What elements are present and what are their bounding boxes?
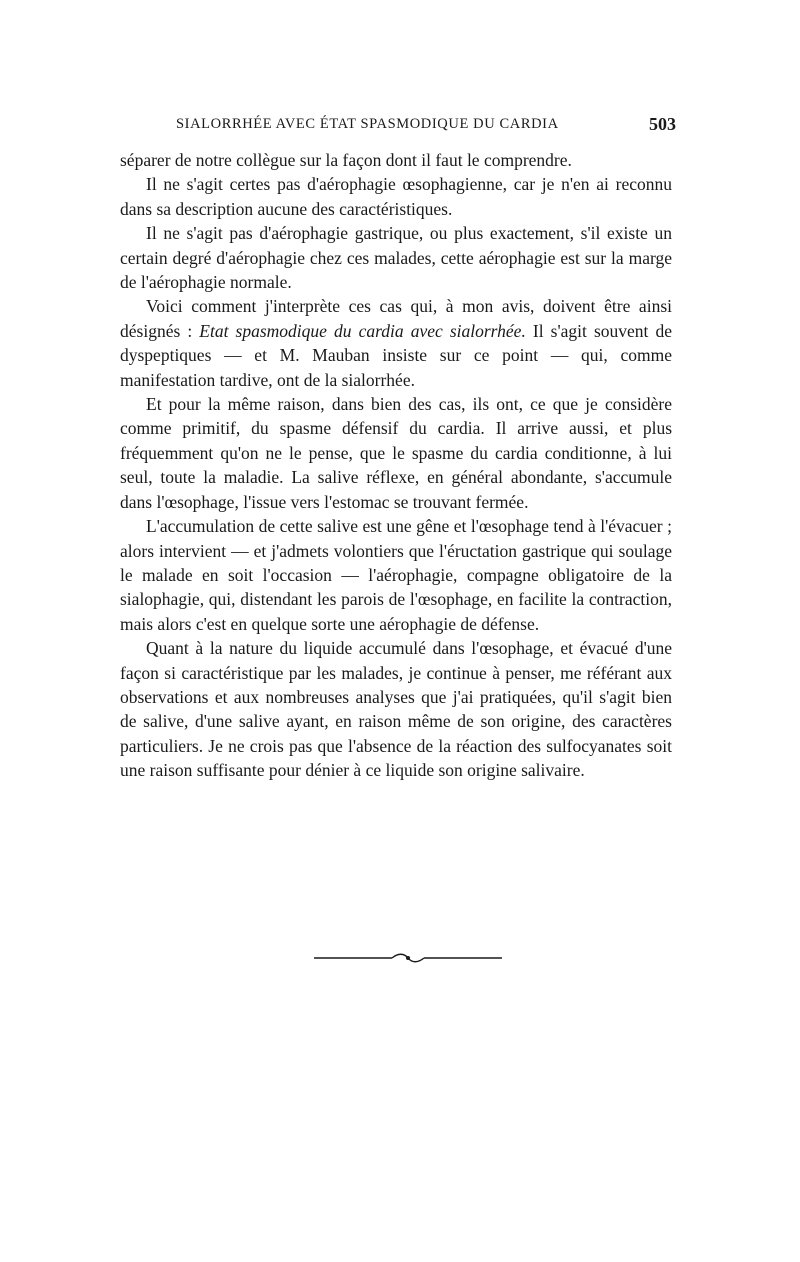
running-header — [176, 114, 676, 138]
paragraph-4-italic-title: Etat spasmodique du cardia avec sialorrhée. — [199, 320, 526, 341]
section-end-ornament — [314, 952, 502, 964]
section-end-rule-ornament-icon — [314, 952, 502, 964]
body-text — [120, 148, 672, 783]
paragraph-7: Quant à la nature du liquide accumulé dans l'œsophage, et évacué d'une façon si caractéristique par les malades, je continue à penser, me référant aux observations et aux nombreuses analyses que j'ai pratiquées, qu'il s'agit bien de salive, d'une salive ayant, en raison même de son origine, des caractères particuliers. Je ne crois pas que l'absence de la réaction des sulfocyanates soit une raison suffisante pour dénier à ce liquide son origine salivaire. — [120, 638, 672, 781]
paragraph-1: séparer de notre collègue sur la façon dont il faut le comprendre. — [120, 150, 572, 170]
paragraph-4 — [120, 294, 672, 392]
paragraph-4-text-b: Il s'agit souvent de dyspeptiques — et M. Mauban insiste sur ce point — qui, comme manifestation tardive, ont de la sialorrhée. — [120, 320, 672, 390]
paragraph-5: Et pour la même raison, dans bien des cas, ils ont, ce que je considère comme primitif, du spasme défensif du cardia. Il arrive aussi, et plus fréquemment qu'on ne le pense, que le spasme du cardia conditionne, à lui seul, toute la maladie. La salive réflexe, en général abondante, s'accumule dans l'œsophage, l'issue vers l'estomac se trouvant fermée. — [120, 394, 672, 512]
running-head-title: SIALORRHÉE AVEC ÉTAT SPASMODIQUE DU CARDIA — [176, 116, 559, 132]
paragraph-3: Il ne s'agit pas d'aérophagie gastrique, ou plus exactement, s'il existe un certain degré d'aérophagie chez ces malades, cette aérophagie est sur la marge de l'aérophagie normale. — [120, 223, 672, 293]
paragraph-6: L'accumulation de cette salive est une gêne et l'œsophage tend à l'évacuer ; alors intervient — et j'admets volontiers que l'éructation gastrique qui soulage le malade en soit l'occasion — l'aérophagie, compagne obligatoire de la sialophagie, qui, distendant les parois de l'œsophage, en facilite la contraction, mais alors c'est en quelque sorte une aérophagie de défense. — [120, 516, 672, 634]
page-number: 503 — [649, 114, 676, 134]
paragraph-2: Il ne s'agit certes pas d'aérophagie œsophagienne, car je n'en ai reconnu dans sa description aucune des caractéristiques. — [120, 174, 672, 219]
paragraph-4-text-a: Voici comment j'interprète ces cas qui, à mon avis, doivent être ainsi désignés : — [120, 296, 672, 341]
